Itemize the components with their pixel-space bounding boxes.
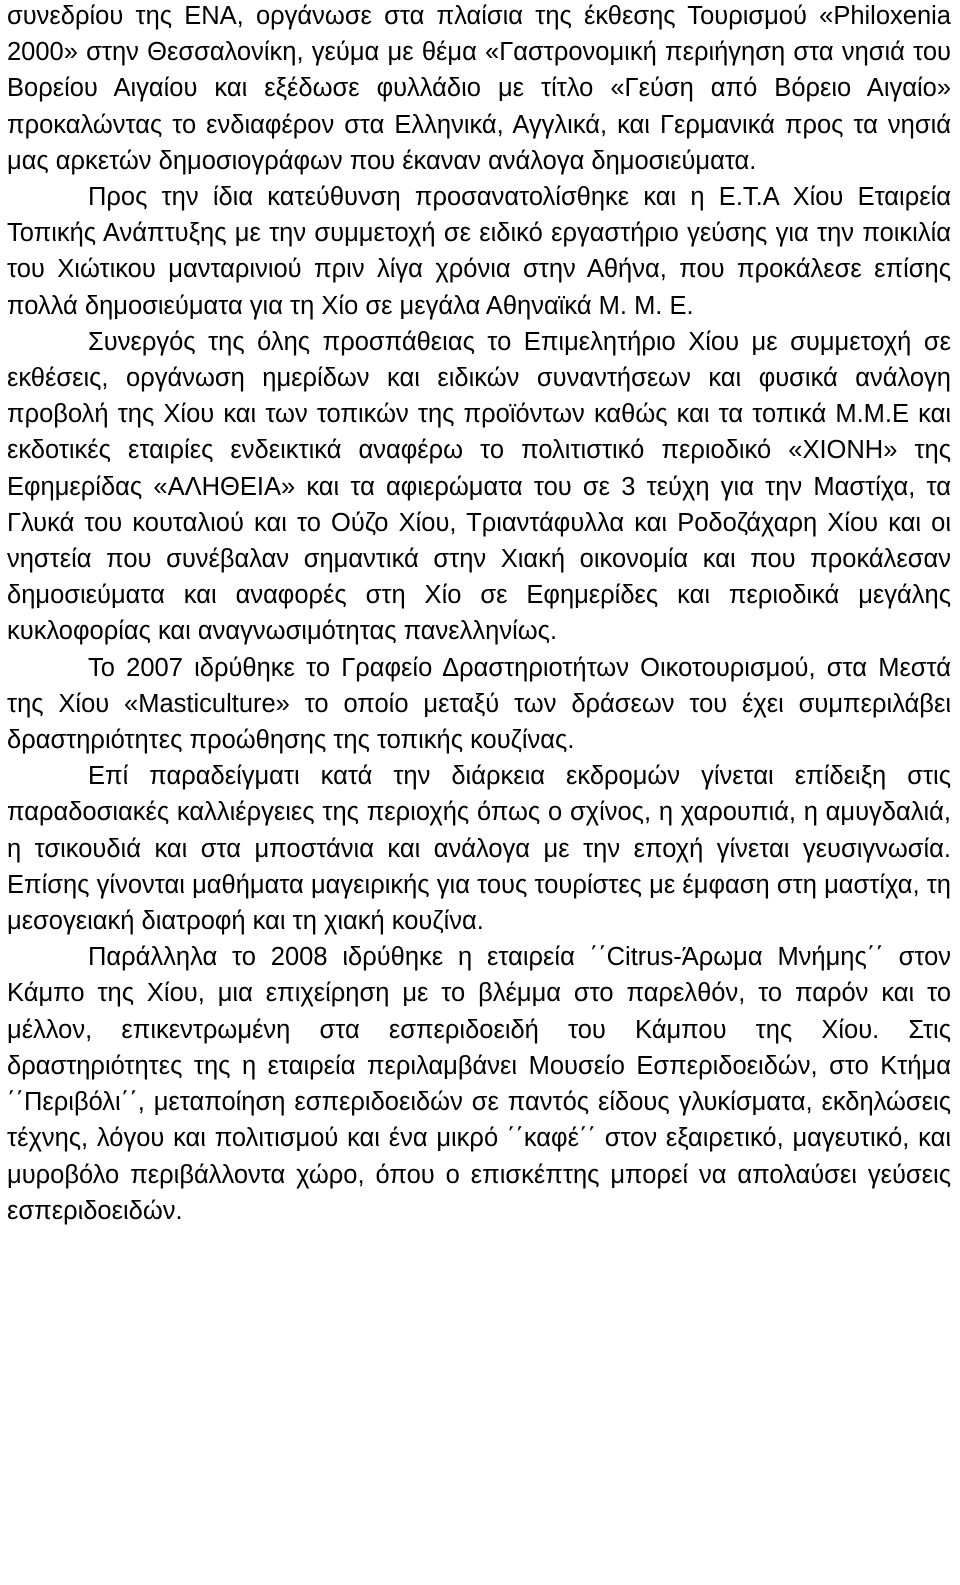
paragraph-philoxenia: συνεδρίου της ΕΝΑ, οργάνωσε στα πλαίσια της έκθεσης Τουρισμού «Philoxenia 2000» στην Θεσσαλονίκη, γεύμα με θέμα «Γαστρονομική περιήγηση στα νησιά του Βορείου Αιγαίου και εξέδωσε φυλλάδιο με τίτλο «Γεύση από Βόρειο Αιγαίο» προκαλώντας το ενδιαφέρον στα Ελληνικά, Αγγλικά, και Γερμανικά προς τα νησιά μας αρκετών δημοσιογράφων που έκαναν ανάλογα δημοσιεύματα. xyxy=(7,2,951,175)
paragraph-masticulture: Το 2007 ιδρύθηκε το Γραφείο Δραστηριοτήτων Οικοτουρισμού, στα Μεστά της Χίου «Masticulture» το οποίο μεταξύ των δράσεων του έχει συμπεριλάβει δραστηριότητες προώθησης της τοπικής κουζίνας. xyxy=(7,653,951,755)
paragraph-citrus: Παράλληλα το 2008 ιδρύθηκε η εταιρεία ΄΄Citrus-Άρωμα Μνήμης΄΄ στον Κάμπο της Χίου, μια επιχείρηση με το βλέμμα στο παρελθόν, το παρόν και το μέλλον, επικεντρωμένη στα εσπεριδοειδή του Κάμπου της Χίου. Στις δραστηριότητες της η εταιρεία περιλαμβάνει Μουσείο Εσπεριδοειδών, στο Κτήμα ΄΄Περιβόλι΄΄, μεταποίηση εσπεριδοειδών σε παντός είδους γλυκίσματα, εκδηλώσεις τέχνης, λόγου και πολιτισμού και ένα μικρό ΄΄καφέ΄΄ στον εξαιρετικό, μαγευτικό, και μυροβόλο περιβάλλοντα χώρο, όπου ο επισκέπτης μπορεί να απολαύσει γεύσεις εσπεριδοειδών. xyxy=(7,943,951,1225)
paragraph-excursions: Επί παραδείγματι κατά την διάρκεια εκδρομών γίνεται επίδειξη στις παραδοσιακές καλλιέργειες της περιοχής όπως ο σχίνος, η χαρουπιά, η αμυγδαλιά, η τσικουδιά και στα μποστάνια και ανάλογα με την εποχή γίνεται γευσιγνωσία. Επίσης γίνονται μαθήματα μαγειρικής για τους τουρίστες με έμφαση στη μαστίχα, τη μεσογειακή διατροφή και τη χιακή κουζίνα. xyxy=(7,762,951,936)
paragraph-eta-chios: Προς την ίδια κατεύθυνση προσανατολίσθηκε και η Ε.Τ.Α Χίου Εταιρεία Τοπικής Ανάπτυξης με την συμμετοχή σε ειδικό εργαστήριο γεύσης για την ποικιλία του Χιώτικου μανταρινιού πριν λίγα χρόνια στην Αθήνα, που προκάλεσε επίσης πολλά δημοσιεύματα για τη Χίο σε μεγάλα Αθηναϊκά Μ. Μ. Ε. xyxy=(7,183,951,320)
paragraph-chamber-of-commerce: Συνεργός της όλης προσπάθειας το Επιμελητήριο Χίου με συμμετοχή σε εκθέσεις, οργάνωση ημερίδων και ειδικών συναντήσεων και φυσικά ανάλογη προβολή της Χίου και των τοπικών της προϊόντων καθώς και τα τοπικά Μ.Μ.Ε και εκδοτικές εταιρίες ενδεικτικά αναφέρω το πολιτιστικό περιοδικό «ΧΙΟΝΗ» της Εφημερίδας «ΑΛΗΘΕΙΑ» και τα αφιερώματα του σε 3 τεύχη για την Μαστίχα, τα Γλυκά του κουταλιού και το Ούζο Χίου, Τριαντάφυλλα και Ροδοζάχαρη Χίου και οι νηστεία που συνέβαλαν σημαντικά στην Χιακή οικονομία και που προκάλεσαν δημοσιεύματα και αναφορές στη Χίο σε Εφημερίδες και περιοδικά μεγάλης κυκλοφορίας και αναγνωσιμότητας πανελληνίως. xyxy=(7,327,951,646)
